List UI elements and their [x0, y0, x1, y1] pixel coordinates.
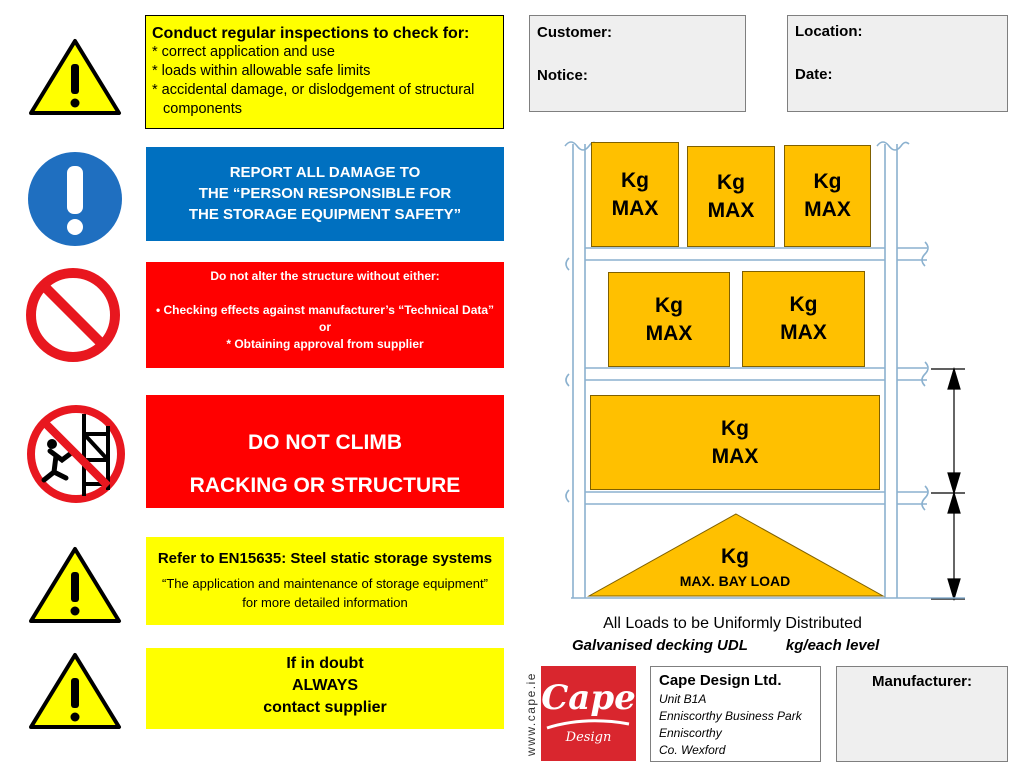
load-box [784, 145, 871, 247]
decking-udl-label: Galvanised decking UDL [572, 637, 748, 654]
no-climbing-icon [26, 404, 126, 504]
inspection-item: * correct application and use [152, 44, 335, 60]
company-address-panel [650, 666, 821, 762]
kg-label: Kg [721, 545, 749, 568]
decking-udl-unit: kg/each level [785, 637, 880, 654]
inspection-item: components [163, 101, 242, 117]
address-line: Enniscorthy Business Park [659, 709, 802, 723]
website-text[interactable]: www.cape.ie [524, 672, 538, 756]
address-line: Co. Wexford [659, 743, 726, 757]
bay-load-text: MAX. BAY LOAD [679, 573, 791, 589]
max-label: MAX [611, 196, 659, 220]
report-line: THE “PERSON RESPONSIBLE FOR [198, 185, 452, 202]
do-not-climb-panel [146, 395, 504, 508]
alter-heading: Do not alter the structure without either: [210, 269, 440, 283]
alter-line: • Checking effects against manufacturer’s “Technical Data” [155, 303, 495, 317]
mandatory-exclamation-icon [26, 150, 124, 248]
kg-label: Kg [813, 170, 842, 193]
alter-line: * Obtaining approval from supplier [226, 337, 424, 351]
address-line: Enniscorthy [659, 726, 722, 740]
max-label: MAX [804, 198, 851, 221]
logo-wordmark: Cape [541, 678, 636, 718]
uniform-load-note: All Loads to be Uniformly Distributed [603, 615, 862, 632]
kg-label: Kg [621, 168, 649, 192]
inspection-heading: Conduct regular inspections to check for: [152, 25, 470, 42]
kg-label: Kg [717, 170, 745, 194]
cape-design-logo [541, 666, 636, 761]
load-box [591, 142, 679, 247]
warning-triangle-icon [28, 652, 122, 730]
address-line: Unit B1A [659, 692, 707, 706]
standard-line: for more detailed information [242, 595, 408, 610]
manufacturer-field[interactable] [836, 666, 1008, 762]
customer-notice-field[interactable] [529, 15, 746, 112]
warning-triangle-icon [28, 546, 122, 624]
inspection-panel [145, 15, 504, 129]
max-label: MAX [707, 198, 755, 222]
standard-panel [146, 537, 504, 625]
inspection-item: * accidental damage, or dislodgement of structural [152, 82, 475, 98]
doubt-line: If in doubt [286, 655, 364, 672]
location-date-field[interactable] [787, 15, 1008, 112]
load-box [742, 271, 865, 367]
climb-line: DO NOT CLIMB [248, 431, 402, 454]
load-box [590, 395, 880, 490]
climb-line: RACKING OR STRUCTURE [189, 474, 461, 497]
location-label: Location: [795, 23, 863, 40]
alter-or: or [319, 320, 331, 334]
logo-subtitle: Design [565, 730, 612, 745]
decking-udl-note [572, 636, 912, 656]
max-label: MAX [645, 321, 693, 345]
customer-label: Customer: [537, 24, 613, 41]
max-label: MAX [711, 444, 759, 468]
kg-label: Kg [789, 293, 818, 316]
date-label: Date: [795, 66, 833, 83]
report-line: REPORT ALL DAMAGE TO [229, 164, 421, 181]
load-box [687, 146, 775, 247]
warning-triangle-icon [28, 38, 122, 116]
doubt-line: ALWAYS [291, 677, 359, 694]
max-label: MAX [780, 321, 827, 344]
kg-label: Kg [721, 416, 749, 440]
notice-label: Notice: [537, 67, 588, 84]
standard-heading: Refer to EN15635: Steel static storage systems [157, 550, 493, 567]
doubt-line: contact supplier [263, 699, 387, 716]
contact-supplier-panel [146, 648, 504, 729]
alter-structure-panel [146, 262, 504, 368]
load-box [608, 272, 730, 367]
kg-label: Kg [655, 293, 683, 317]
inspection-item: * loads within allowable safe limits [152, 63, 371, 79]
report-line: THE STORAGE EQUIPMENT SAFETY” [188, 206, 462, 223]
bay-load-label [640, 544, 830, 592]
report-damage-panel [146, 147, 504, 241]
prohibition-icon [24, 266, 122, 364]
standard-line: “The application and maintenance of storage equipment” [162, 576, 488, 591]
manufacturer-label: Manufacturer: [871, 673, 972, 690]
company-name: Cape Design Ltd. [659, 672, 782, 689]
website-vertical[interactable] [520, 666, 542, 762]
